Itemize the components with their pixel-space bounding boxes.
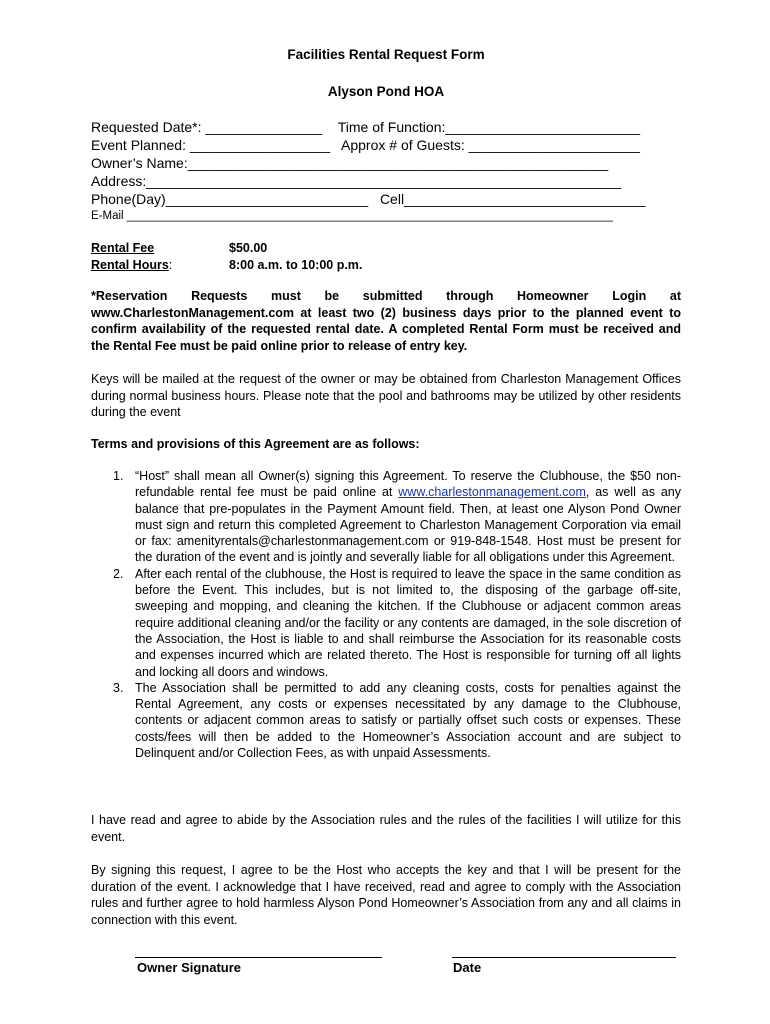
form-title: Facilities Rental Request Form	[287, 47, 485, 62]
term-item	[91, 468, 681, 566]
term-number: 2.	[113, 566, 124, 581]
phone-cell-row	[91, 190, 681, 208]
rental-fee-block	[91, 240, 362, 274]
date-time-row	[91, 118, 681, 136]
term-item	[91, 680, 681, 761]
rental-hours-colon: :	[168, 258, 173, 272]
owners-name-field[interactable]: Owner’s Name:______________________________________________________	[91, 155, 609, 171]
term-number: 1.	[113, 469, 124, 483]
owner-signature-line[interactable]	[135, 957, 382, 958]
terms-list	[91, 468, 681, 761]
address-field[interactable]: Address:_____________________________________________________________	[91, 173, 622, 189]
date-label: Date	[453, 960, 482, 975]
event-planned-field[interactable]: Event Planned: __________________	[91, 137, 330, 153]
reservation-notice: *Reservation Requests must be submitted through Homeowner Login at www.CharlestonManagement.com at least two (2) business days prior to the planned event to confirm availability of the requested rental date. A completed Rental Form must be received and the Rental Fee must be paid online prior to release of entry key.	[91, 289, 681, 353]
agreement-statement: I have read and agree to abide by the Association rules and the rules of the facilities I will utilize for this event.	[91, 813, 681, 844]
terms-heading: Terms and provisions of this Agreement are as follows:	[91, 437, 420, 451]
term-number: 3.	[113, 680, 124, 695]
term-item	[91, 566, 681, 680]
date-signature-line[interactable]	[452, 957, 676, 958]
event-guests-row	[91, 136, 681, 154]
approx-guests-field[interactable]: Approx # of Guests: ______________________	[341, 137, 640, 153]
email-field[interactable]: E-Mail ____________________________________________________________________________	[91, 210, 613, 222]
host-acknowledgement: By signing this request, I agree to be the Host who accepts the key and that I will be present for the duration of the event. I acknowledge that I have received, read and agree to comply with the Association rules and further agree to hold harmless Alyson Pond Homeowner’s Association from any and all claims in connection with this event.	[91, 863, 681, 927]
rental-hours-value: 8:00 a.m. to 10:00 p.m.	[229, 258, 363, 272]
term-text: After each rental of the clubhouse, the Host is required to leave the space in the same condition as before the Event. This includes, but is not limited to, the disposing of the garbage off-site, sweeping and mopping, and cleaning the kitchen. If the Clubhouse or adjacent common areas require additional cleaning and/or the facility or any contents are damaged, in the sole discretion of the Association, the Host is liable to and shall reimburse the Association for its reasonable costs and expenses incurred which are related thereto. The Host is responsible for turning off all lights and locking all doors and windows.	[135, 566, 681, 679]
term-text: “Host” shall mean all Owner(s) signing this Agreement. To reserve the Clubhouse, the $50 non-refundable rental fee must be paid online at	[135, 469, 681, 500]
time-of-function-field[interactable]: Time of Function:_________________________	[337, 119, 641, 135]
keys-notice: Keys will be mailed at the request of the owner or may be obtained from Charleston Management Offices during normal business hours. Please note that the pool and bathrooms may be utilized by other residents during the event	[91, 372, 681, 419]
rental-fee-label: Rental Fee	[91, 241, 155, 255]
rental-hours-label: Rental Hours	[91, 258, 169, 272]
owner-signature-label: Owner Signature	[137, 960, 242, 975]
requested-date-field[interactable]: Requested Date*: _______________	[91, 119, 323, 135]
term-text: The Association shall be permitted to add any cleaning costs, costs for penalties against the Rental Agreement, any costs or expenses necessitated by any damage to the Clubhouse, contents or adjacent common areas to satisfy or partially offset such costs or expenses. These costs/fees will then be added to the Homeowner’s Association account and are subject to Delinquent and/or Collection Fees, as with unpaid Assessments.	[135, 680, 681, 761]
rental-fee-value: $50.00	[229, 241, 268, 255]
phone-day-field[interactable]: Phone(Day)__________________________	[91, 191, 369, 207]
charleston-management-link[interactable]: www.charlestonmanagement.com	[398, 485, 586, 500]
hoa-name: Alyson Pond HOA	[327, 84, 445, 99]
term-text: , as well as any balance that pre-populates in the Payment Amount field. Then, at least one Alyson Pond Owner must sign and return this completed Agreement to Charleston Management Corporation via email or fax: amenityrentals@charlestonmanagement.com or 919-848-1548. Host must be present for the duration of the event and is jointly and severally liable for all obligations under this Agreement.	[135, 485, 681, 565]
cell-field[interactable]: Cell_______________________________	[379, 191, 646, 207]
applicant-fields	[91, 118, 681, 225]
